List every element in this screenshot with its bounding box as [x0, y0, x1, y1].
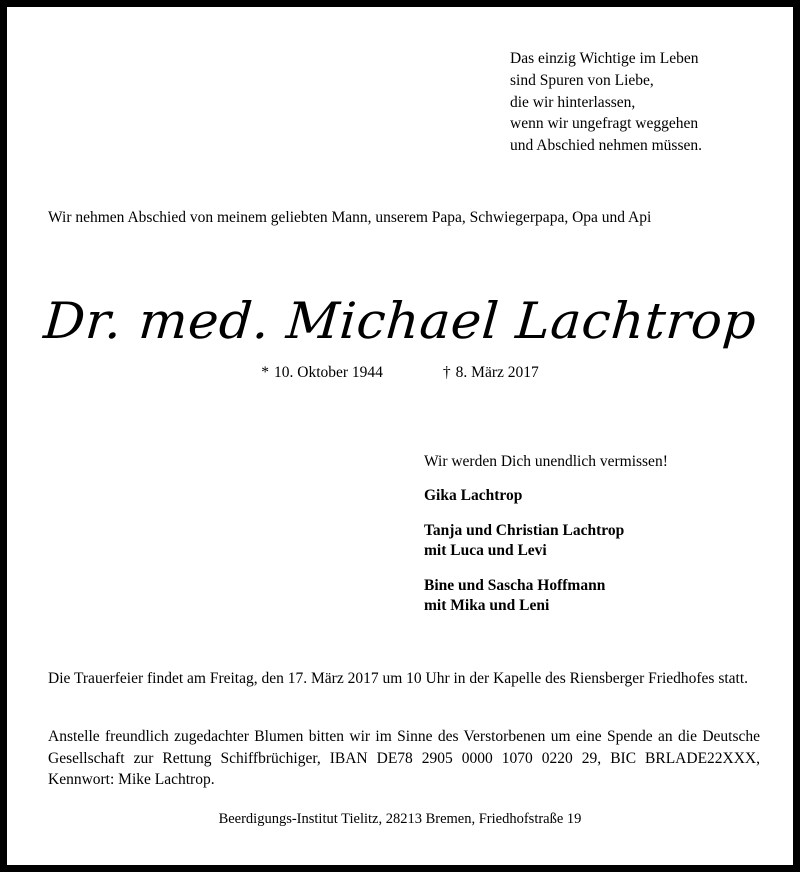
mourner-names: Gika Lachtrop [424, 487, 523, 504]
poem-line: die wir hinterlassen, [510, 93, 636, 111]
memorial-poem [510, 48, 770, 157]
mourner-children: mit Mika und Leni [424, 597, 550, 614]
mourners-lead: Wir werden Dich unendlich vermissen! [424, 453, 668, 470]
birth-star-icon: * [261, 364, 269, 381]
mourner-group [424, 521, 764, 561]
birth-date-group [261, 364, 383, 381]
donation-info: Anstelle freundlich zugedachter Blumen bitten wir im Sinne des Verstorbenen um eine Spende an die Deutsche Gesellschaft zur Rettung Schiffbrüchiger, IBAN DE78 2905 0000 1070 0220 29, BIC BRLADE22XXX, Kennwort: Mike Lachtrop. [48, 728, 760, 788]
mourner-group [424, 576, 764, 616]
life-dates [7, 362, 793, 383]
death-date-group [443, 364, 539, 381]
mourners-block [424, 452, 764, 631]
cross-dagger-icon: † [442, 364, 451, 381]
notice-inner [7, 7, 793, 865]
birth-date: 10. Oktober 1944 [274, 364, 383, 381]
poem-line: und Abschied nehmen müssen. [510, 137, 703, 155]
mourner-names: Tanja und Christian Lachtrop [424, 522, 625, 539]
poem-line: sind Spuren von Liebe, [510, 71, 654, 89]
introduction-line: Wir nehmen Abschied von meinem geliebten Mann, unserem Papa, Schwiegerpapa, Opa und Api [48, 209, 652, 226]
deceased-name: Dr. med. Michael Lachtrop [41, 292, 759, 350]
funeral-home-footer: Beerdigungs-Institut Tielitz, 28213 Bremen, Friedhofstraße 19 [218, 811, 582, 827]
mourner-group [424, 486, 764, 506]
funeral-service-info: Die Trauerfeier findet am Freitag, den 17. März 2017 um 10 Uhr in der Kapelle des Riensberger Friedhofes statt. [48, 670, 749, 687]
poem-line: wenn wir ungefragt weggehen [510, 115, 699, 133]
death-date: 8. März 2017 [455, 364, 539, 381]
mourner-children: mit Luca und Levi [424, 542, 547, 559]
mourner-names: Bine und Sascha Hoffmann [424, 577, 606, 594]
poem-line: Das einzig Wichtige im Leben [510, 50, 699, 67]
